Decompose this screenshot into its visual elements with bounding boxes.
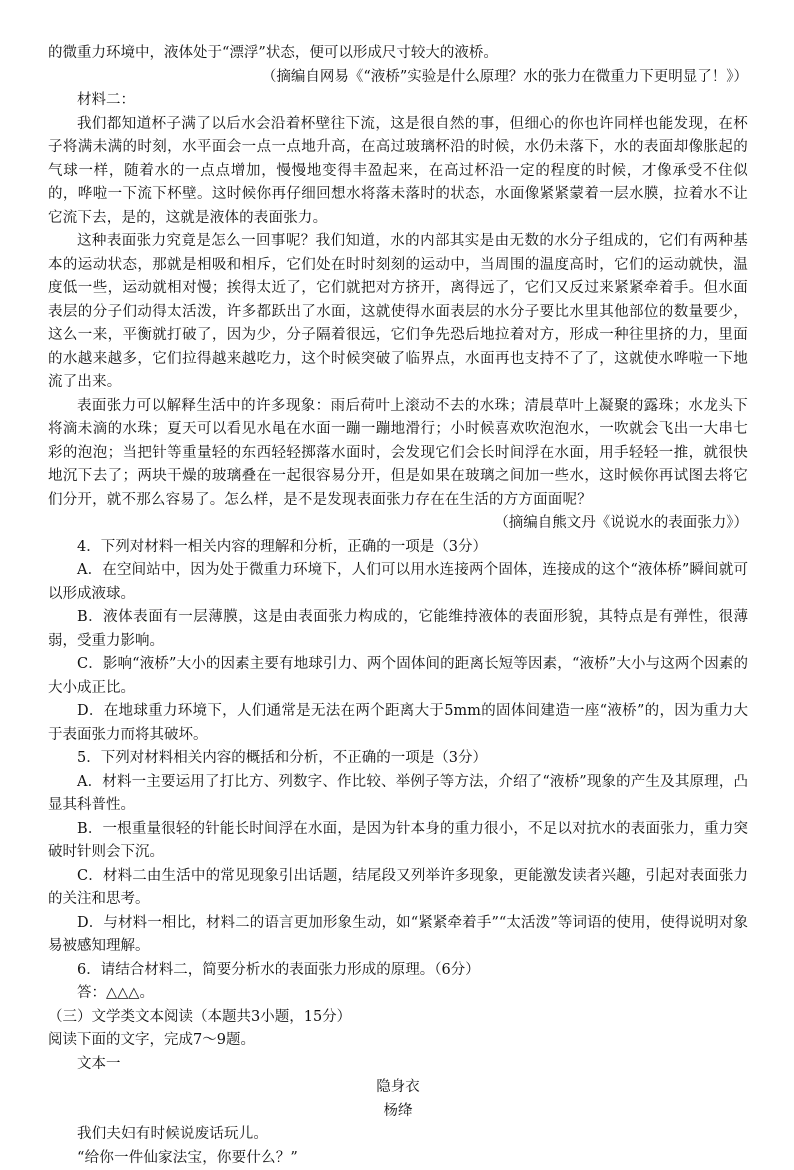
- section-3-instructions: 阅读下面的文字，完成7～9题。: [48, 1029, 748, 1053]
- question-4-option-c: C．影响“液桥”大小的因素主要有地球引力、两个固体间的距离长短等因素，“液桥”大小与这两个因素的大小成正比。: [48, 653, 748, 700]
- question-6-answer: 答：△△△。: [48, 982, 748, 1006]
- exam-page: [48, 42, 748, 1170]
- material1-source: （摘编自网易《“液桥”实验是什么原理？水的张力在微重力下更明显了！》）: [48, 66, 748, 90]
- material2-heading: 材料二：: [48, 89, 748, 113]
- question-4-option-a: A．在空间站中，因为处于微重力环境下，人们可以用水连接两个固体，连接成的这个“液体桥”瞬间就可以形成液球。: [48, 559, 748, 606]
- material2-source: （摘编自熊文丹《说说水的表面张力》）: [48, 512, 748, 536]
- story-title: 隐身衣: [48, 1076, 748, 1100]
- question-5-stem: 5．下列对材料相关内容的概括和分析，不正确的一项是（3分）: [48, 747, 748, 771]
- question-5-option-a: A．材料一主要运用了打比方、列数字、作比较、举例子等方法，介绍了“液桥”现象的产生及其原理，凸显其科普性。: [48, 771, 748, 818]
- question-5-option-b: B．一根重量很轻的针能长时间浮在水面，是因为针本身的重力很小，不足以对抗水的表面张力，重力突破时针则会下沉。: [48, 818, 748, 865]
- section-3-title: （三）文学类文本阅读（本题共3小题，15分）: [48, 1006, 748, 1030]
- story-line: “给你一件仙家法宝，你要什么？”: [48, 1147, 748, 1170]
- question-4-stem: 4．下列对材料一相关内容的理解和分析，正确的一项是（3分）: [48, 536, 748, 560]
- material2-paragraph: 这种表面张力究竟是怎么一回事呢？我们知道，水的内部其实是由无数的水分子组成的，它们有两种基本的运动状态，那就是相吸和相斥，它们处在时时刻刻的运动中，当周围的温度高时，它们的运动就快，温度低一些，运动就相对慢；挨得太近了，它们就把对方挤开，离得远了，它们又反过来紧紧牵着手。但水面表层的分子们动得太活泼，许多都跃出了水面，这就使得水面表层的水分子要比水里其他部位的数量要少，这么一来，平衡就打破了，因为少，分子隔着很远，它们争先恐后地拉着对方，形成一种往里挤的力，里面的水越来越多，它们拉得越来越吃力，这个时候突破了临界点，水面再也支持不了了，这就使水哗啦一下地流了出来。: [48, 230, 748, 395]
- material2-paragraph: 表面张力可以解释生活中的许多现象：雨后荷叶上滚动不去的水珠；清晨草叶上凝聚的露珠；水龙头下将滴未滴的水珠；夏天可以看见水黾在水面一蹦一蹦地滑行；小时候喜欢吹泡泡水，一吹就会飞出一大串七彩的泡泡；当把针等重量轻的东西轻轻掷落水面时，会发现它们会长时间浮在水面，用手轻轻一推，就很快地沉下去了；两块干燥的玻璃叠在一起很容易分开，但是如果在玻璃之间加一些水，这时候你再试图去将它们分开，就不那么容易了。怎么样，是不是发现表面张力存在在生活的方方面面呢？: [48, 395, 748, 513]
- question-5-option-c: C．材料二由生活中的常见现象引出话题，结尾段又列举许多现象，更能激发读者兴趣，引起对表面张力的关注和思考。: [48, 865, 748, 912]
- question-5-option-d: D．与材料一相比，材料二的语言更加形象生动，如“紧紧牵着手”“太活泼”等词语的使用，使得说明对象易被感知理解。: [48, 912, 748, 959]
- material1-tail: 的微重力环境中，液体处于“漂浮”状态，便可以形成尺寸较大的液桥。: [48, 42, 748, 66]
- text-1-label: 文本一: [48, 1053, 748, 1077]
- question-6-stem: 6．请结合材料二，简要分析水的表面张力形成的原理。（6分）: [48, 959, 748, 983]
- question-4-option-d: D．在地球重力环境下，人们通常是无法在两个距离大于5mm的固体间建造一座“液桥”的，因为重力大于表面张力而将其破坏。: [48, 700, 748, 747]
- story-line: 我们夫妇有时候说废话玩儿。: [48, 1123, 748, 1147]
- story-author: 杨绛: [48, 1100, 748, 1124]
- material2-paragraph: 我们都知道杯子满了以后水会沿着杯壁往下流，这是很自然的事，但细心的你也许同样也能发现，在杯子将满未满的时刻，水平面会一点一点地升高，在高过玻璃杯沿的时候，水仍未落下，水的表面却像胀起的气球一样，随着水的一点点增加，慢慢地变得丰盈起来，在高过杯沿一定的程度的时候，才像承受不住似的，哗啦一下流下杯壁。这时候你再仔细回想水将落未落时的状态，水面像紧紧蒙着一层水膜，拉着水不让它流下去，是的，这就是液体的表面张力。: [48, 113, 748, 231]
- question-4-option-b: B．液体表面有一层薄膜，这是由表面张力构成的，它能维持液体的表面形貌，其特点是有弹性，很薄弱，受重力影响。: [48, 606, 748, 653]
